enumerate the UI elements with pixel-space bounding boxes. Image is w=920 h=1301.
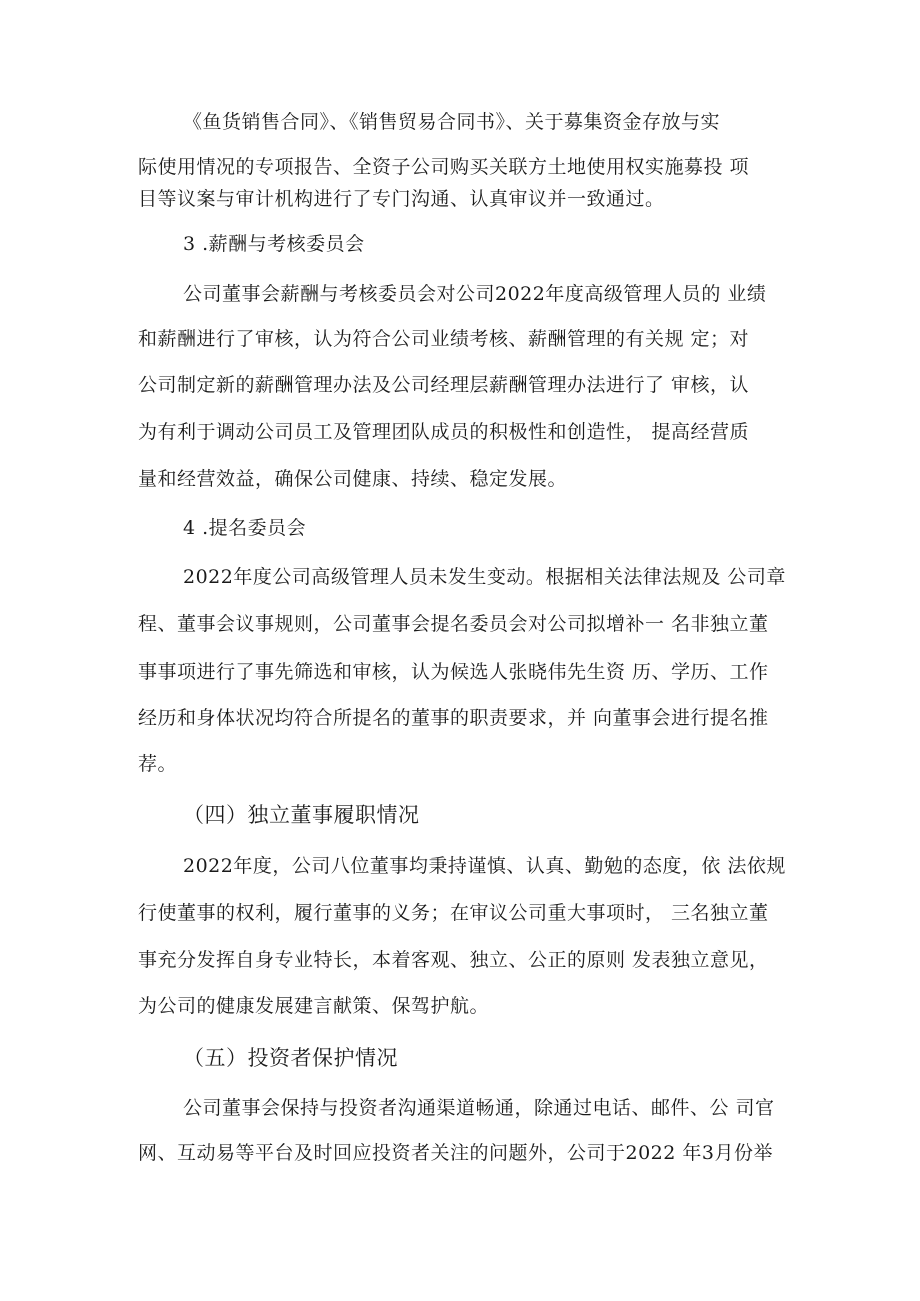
paragraph-line: 2022年度公司高级管理人员未发生变动。根据相关法律法规及 公司章 — [183, 566, 786, 588]
section-heading-remuneration: 3 .薪酬与考核委员会 — [183, 233, 365, 255]
paragraph-line: 2022年度，公司八位董事均秉持谨慎、认真、勤勉的态度，依 法依规 — [183, 855, 786, 877]
paragraph-line: 《鱼货销售合同》、《销售贸易合同书》、关于募集资金存放与实 — [183, 111, 721, 133]
paragraph-line: 事充分发挥自身专业特长，本着客观、独立、公正的原则 发表独立意见， — [138, 949, 769, 971]
paragraph-line: 公司董事会薪酬与考核委员会对公司2022年度高级管理人员的 业绩 — [183, 283, 767, 305]
paragraph-line: 和薪酬进行了审核，认为符合公司业绩考核、薪酬管理的有关规 定；对 — [138, 328, 750, 350]
paragraph-line: 经历和身体状况均符合所提名的董事的职责要求，并 向董事会进行提名推 — [138, 707, 769, 729]
paragraph-line: 为公司的健康发展建言献策、保驾护航。 — [138, 995, 490, 1017]
paragraph-line: 荐。 — [138, 753, 178, 775]
section-heading-independent-directors: （四）独立董事履职情况 — [183, 803, 420, 827]
paragraph-line: 公司董事会保持与投资者沟通渠道畅通，除通过电话、邮件、公 司官 — [183, 1097, 775, 1119]
paragraph-line: 行使董事的权利，履行董事的义务；在审议公司重大事项时， 三名独立董 — [138, 902, 769, 924]
paragraph-line: 公司制定新的薪酬管理办法及公司经理层薪酬管理办法进行了 审核，认 — [138, 374, 750, 396]
paragraph-line: 为有利于调动公司员工及管理团队成员的积极性和创造性， 提高经营质 — [138, 421, 750, 443]
paragraph-line: 事事项进行了事先筛选和审核，认为候选人张晓伟先生资 历、学历、工作 — [138, 661, 769, 683]
paragraph-line: 量和经营效益，确保公司健康、持续、稳定发展。 — [138, 468, 568, 490]
section-heading-investor-protection: （五）投资者保护情况 — [183, 1046, 398, 1070]
paragraph-line: 目等议案与审计机构进行了专门沟通、认真审议并一致通过。 — [138, 188, 665, 210]
paragraph-line: 际使用情况的专项报告、全资子公司购买关联方土地使用权实施募投 项 — [138, 156, 750, 178]
paragraph-line: 网、互动易等平台及时回应投资者关注的问题外，公司于2022 年3月份举 — [138, 1142, 773, 1164]
section-heading-nomination: 4 .提名委员会 — [183, 517, 307, 539]
paragraph-line: 程、董事会议事规则，公司董事会提名委员会对公司拟增补一 名非独立董 — [138, 613, 769, 635]
